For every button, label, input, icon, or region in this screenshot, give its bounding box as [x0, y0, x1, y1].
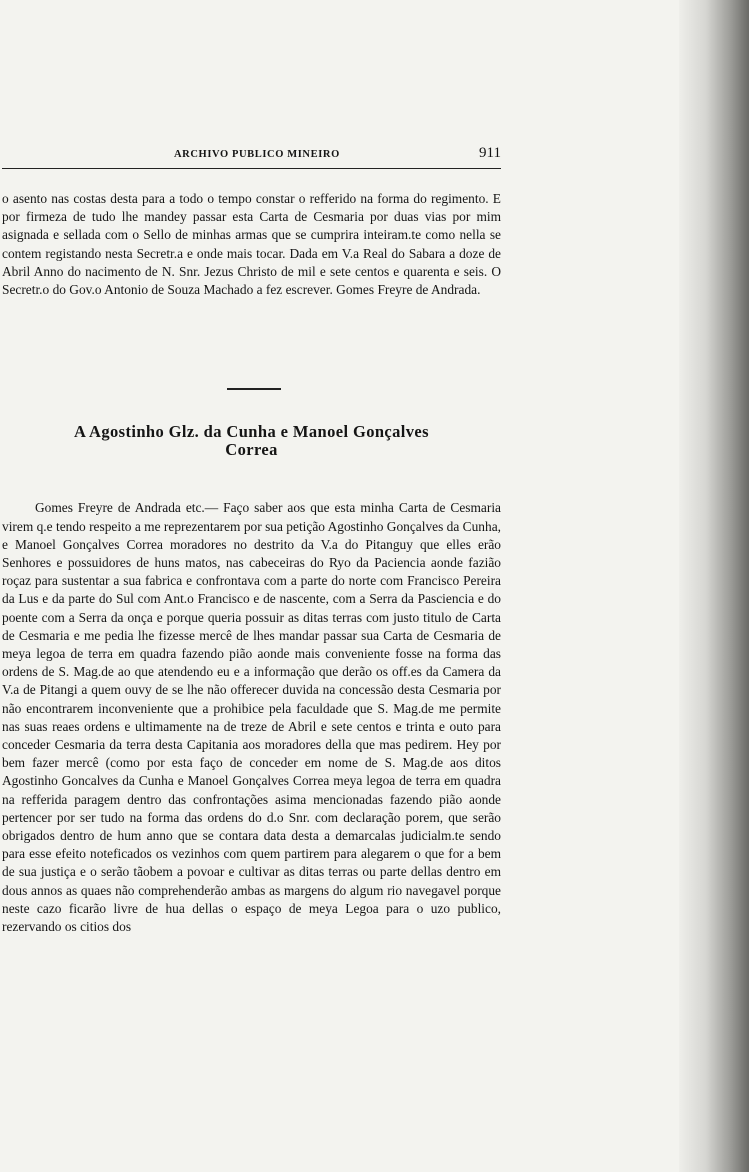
page-number: 911 [479, 145, 501, 161]
section-divider [227, 388, 281, 390]
section-title [2, 423, 501, 459]
page-edge-shadow [679, 0, 749, 1172]
opening-paragraph-text: o asento nas costas desta para a todo o tempo constar o refferido na forma do regimento. E por firmeza de tudo lhe mandey passar esta Carta de Cesmaria por duas vias por mim asignada e sellada com o Sello de minhas armas que se cumprira inteiram.te como nella se contem registando nesta Secretr.a e onde mais tocar. Dada em V.a Real do Sabara a doze de Abril Anno do nacimento de N. Snr. Jezus Christo de mil e sete centos e quarenta e seis. O Secretr.o do Gov.o Antonio de Souza Machado a fez escrever. Gomes Freyre de Andrada. [2, 191, 501, 298]
section-title-line-1: A Agostinho Glz. da Cunha e Manoel Gonçalves [74, 422, 429, 441]
opening-paragraph [2, 190, 501, 299]
section-title-line-2: Correa [225, 440, 278, 459]
body-paragraph [2, 486, 501, 950]
body-paragraph-text: Gomes Freyre de Andrada etc.— Faço saber aos que esta minha Carta de Cesmaria virem q.e tendo respeito a me reprezentarem por sua petição Agostinho Gonçalves da Cunha, e Manoel Gonçalves Correa moradores no destrito da V.a do Pitanguy que elles erão Senhores e possuidores de huns matos, nas cabeceiras do Ryo da Paciencia aonde fazião roçaz para sustentar a sua fabrica e confrontava com a parte do norte com Francisco Pereira da Lus e da parte do Sul com Ant.o Francisco e de nascente, com a Serra da Pasciencia e do poente com a Serra da onça e porque queria possuir as ditas terras com justo titulo de Carta de Cesmaria e me pedia lhe fizesse mercê de lhes mandar passar sua Carta de Cesmaria de meya legoa de terra em quadra fazendo pião aonde mais conveniente fosse na forma das ordens de S. Mag.de ao que atendendo eu e a informação que derão os off.es da Camera da V.a de Pitangi a quem ouvy de se lhe não offerecer duvida na concessão desta Cesmaria por não encontrarem inconveniente que a prohibice pela faculdade que S. Mag.de me permite nas suas reaes ordens e ultimamente na de treze de Abril e sete centos e trinta e outo para conceder Cesmaria da terra desta Capitania aos moradores della que mas pedirem. Hey por bem fazer mercê (como por esta faço de conceder em nome de S. Mag.de aos ditos Agostinho Goncalves da Cunha e Manoel Gonçalves Correa meya legoa de terra em quadra na refferida paragem dentro das confrontações asima mencionadas fazendo pião aonde pertencer por ser tudo na forma das ordens do d.o Snr. com declaração porem, que serão obrigados dentro de hum anno que se contara data desta a demarcalas judicialm.te sendo para esse efeito noteficados os vezinhos com quem partirem para alegarem o que for a bem de sua justiça e o serão tãobem a povoar e cultivar as ditas terras ou parte dellas dentro em dous annos as quaes não comprehenderão ambas as margens do algum rio navegavel porque neste cazo ficarão livre de hua dellas o espaço de meya Legoa para o uzo publico, rezervando os citios dos [2, 500, 501, 935]
header-rule [2, 168, 501, 169]
running-title: ARCHIVO PUBLICO MINEIRO [174, 149, 340, 160]
running-header [2, 145, 501, 167]
